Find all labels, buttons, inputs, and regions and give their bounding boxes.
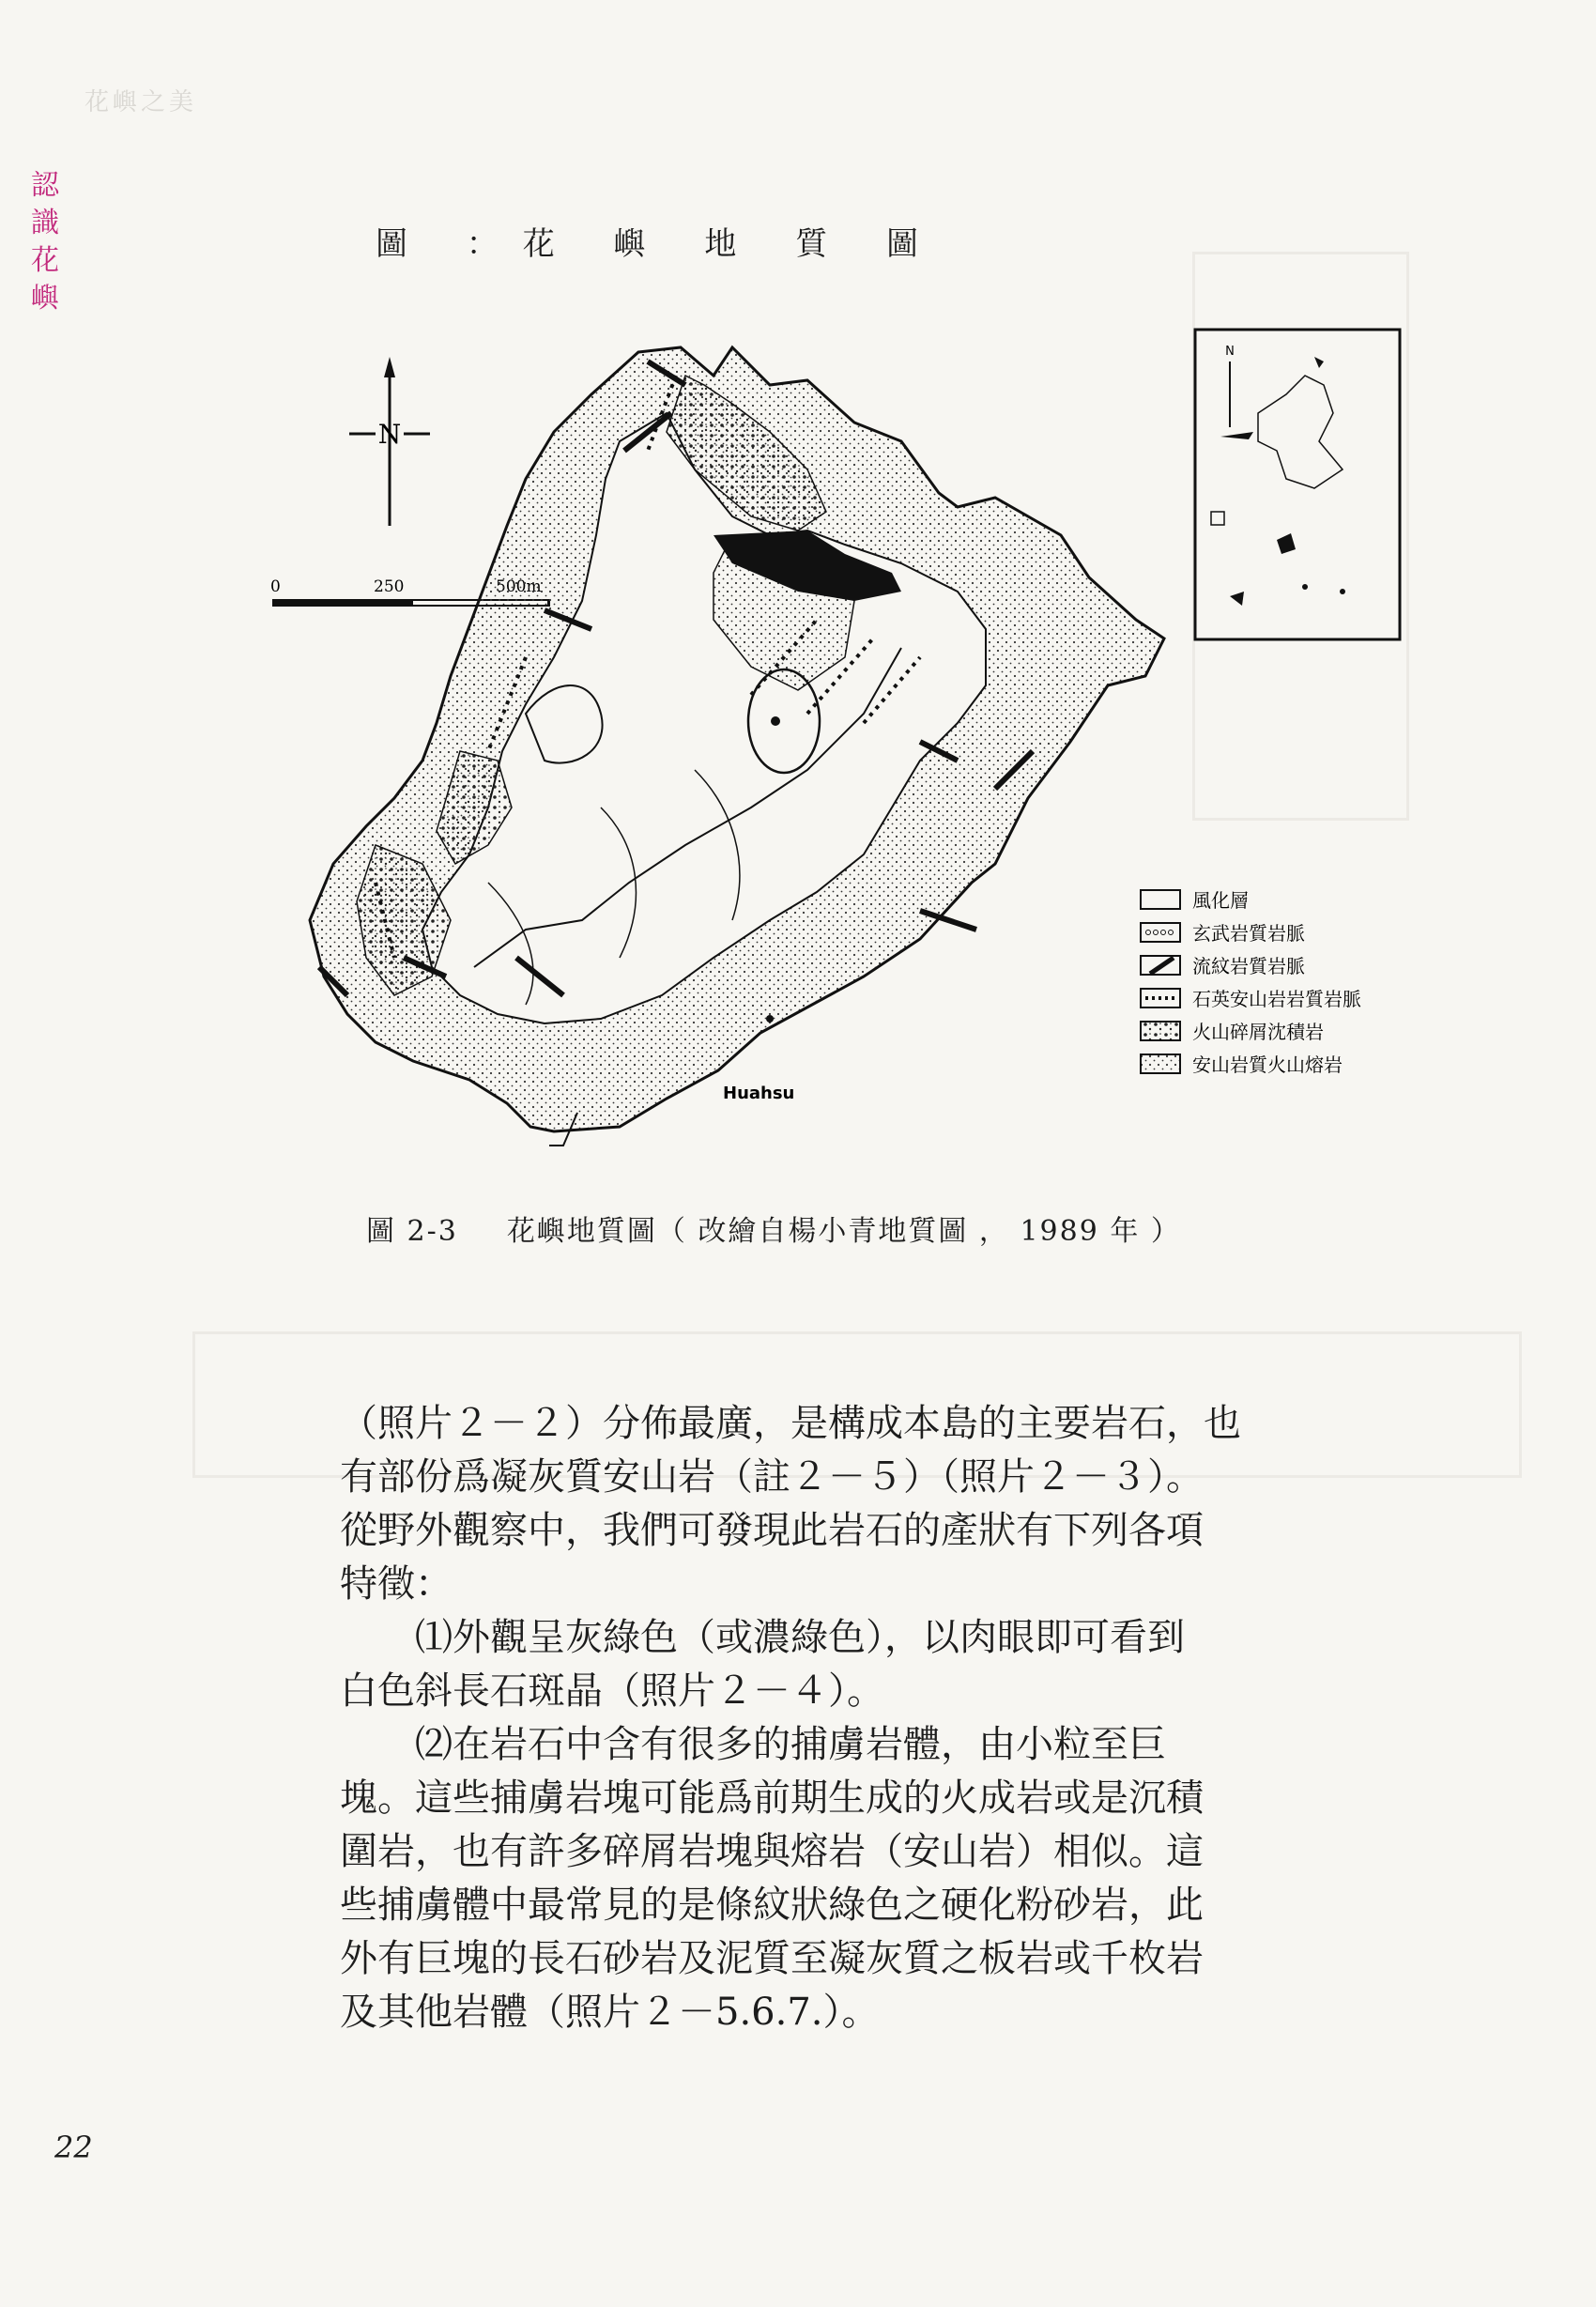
running-header: 花嶼之美 — [84, 88, 198, 116]
legend-swatch-weathered — [1141, 890, 1180, 909]
text-line: 特徵： — [340, 1562, 453, 1606]
geologic-map — [244, 319, 1418, 1164]
side-tab-char: 花 — [31, 244, 59, 277]
scale-label: 250 — [374, 577, 405, 596]
figure-caption — [366, 1207, 1181, 1249]
text-line: 些捕虜體中最常見的是條紋狀綠色之硬化粉砂岩，此 — [340, 1884, 1204, 1927]
text-line: 從野外觀察中，我們可發現此岩石的產狀有下列各項 — [340, 1509, 1204, 1552]
text-line: 塊。這些捕虜岩塊可能爲前期生成的火成岩或是沉積 — [340, 1776, 1204, 1820]
page-number: 22 — [54, 2130, 93, 2165]
text-line: 及其他岩體（照片２－5.6.7.）。 — [340, 1991, 880, 2034]
island-map — [310, 347, 1164, 1146]
text-line: 白色斜長石斑晶（照片２－４）。 — [340, 1669, 884, 1713]
body-text — [340, 1397, 1344, 2039]
scale-label: 0 — [270, 577, 281, 596]
legend-swatch-pyroclastic — [1141, 1022, 1180, 1040]
text-line: 外有巨塊的長石砂岩及泥質至凝灰質之板岩或千枚岩 — [340, 1937, 1204, 1980]
text-line: ⑵在岩石中含有很多的捕虜岩體，由小粒至巨 — [415, 1723, 1166, 1766]
text-line: ⑴外觀呈灰綠色（或濃綠色），以肉眼即可看到 — [415, 1616, 1185, 1659]
place-label: Huahsu — [723, 1084, 795, 1103]
text-line: 有部份爲凝灰質安山岩（註２－５）（照片２－３）。 — [340, 1455, 1204, 1499]
legend-label: 火山碎屑沈積岩 — [1192, 1021, 1324, 1043]
figure-number: 圖 2-3 — [366, 1215, 458, 1248]
legend-label: 流紋岩質岩脈 — [1192, 955, 1305, 977]
legend-swatch-andesite-lava — [1141, 1054, 1180, 1073]
svg-text:N: N — [1225, 345, 1235, 359]
text-line: 圍岩，也有許多碎屑岩塊與熔岩（安山岩）相似。這 — [340, 1830, 1204, 1873]
legend-label: 玄武岩質岩脈 — [1192, 922, 1305, 945]
map-legend — [1141, 889, 1361, 1076]
figure-title: 圖 ：花 嶼 地 質 圖 — [376, 225, 944, 263]
legend-label: 安山岩質火山熔岩 — [1192, 1054, 1343, 1076]
text-line: （照片２－２）分佈最廣，是構成本島的主要岩石，也 — [340, 1402, 1241, 1445]
north-label: N — [377, 419, 402, 450]
side-tab-char: 識 — [31, 207, 59, 239]
side-tab-char: 嶼 — [31, 282, 59, 315]
legend-label: 風化層 — [1192, 889, 1249, 912]
inset-map — [1195, 330, 1400, 639]
side-tab-char: 認 — [31, 169, 59, 202]
side-section-tab — [26, 167, 64, 317]
caption-text: 花嶼地質圖（ 改繪自楊小青地質圖 ， 1989 年 ） — [506, 1215, 1181, 1248]
legend-label: 石英安山岩岩質岩脈 — [1192, 988, 1361, 1010]
